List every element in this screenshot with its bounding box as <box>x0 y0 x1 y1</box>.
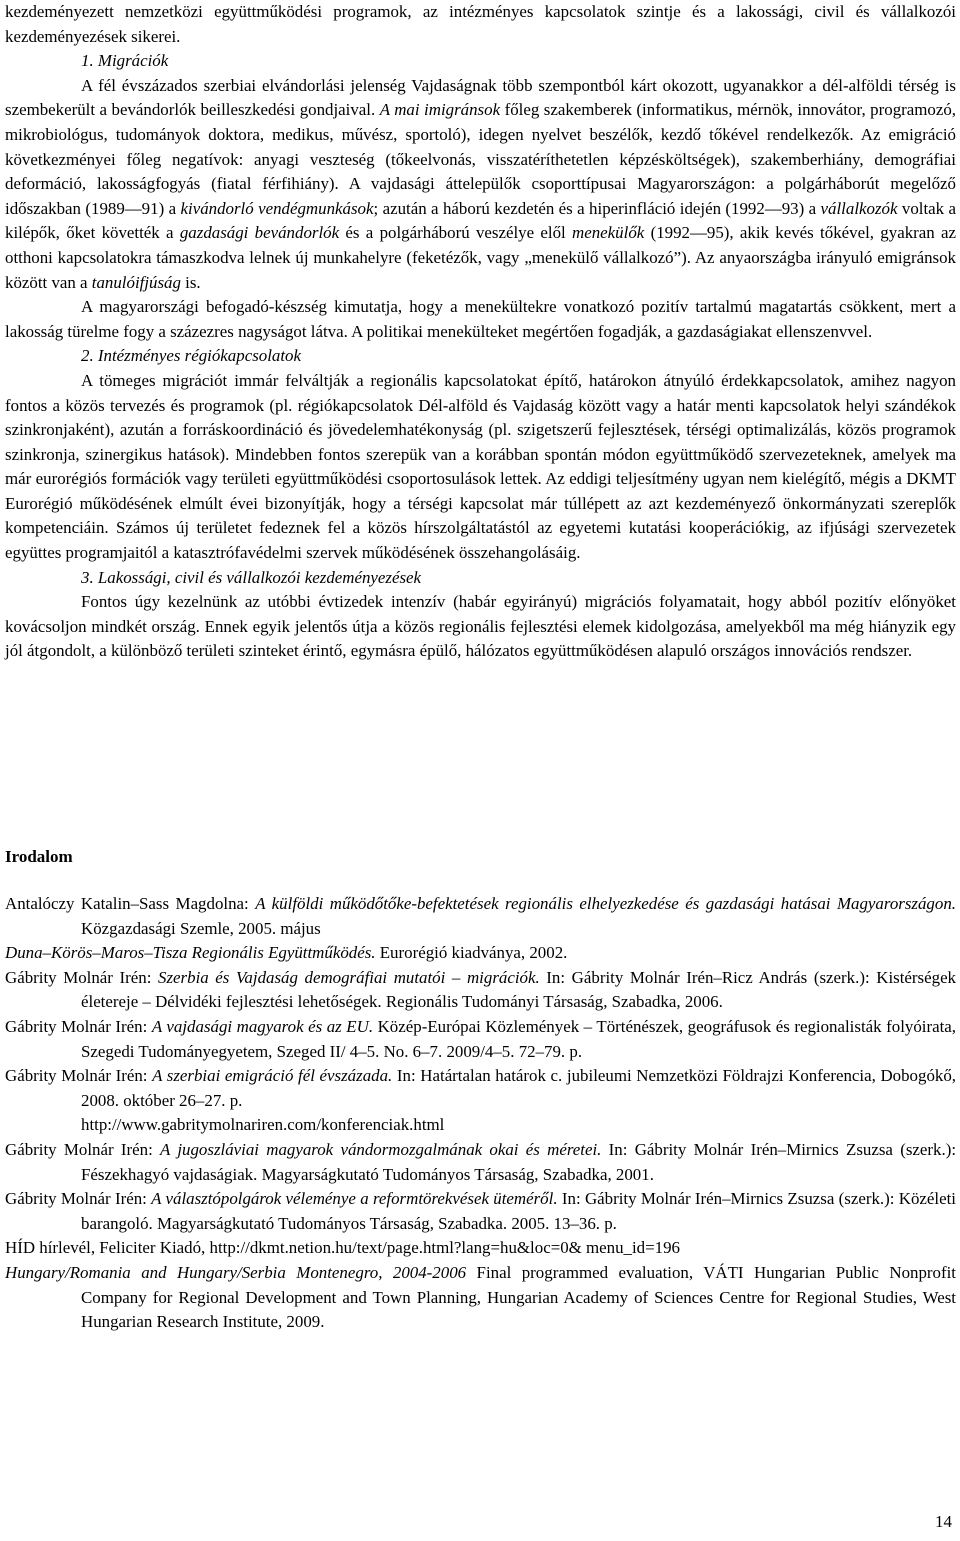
bibliography-entry: HÍD hírlevél, Feliciter Kiadó, http://dkmt.netion.hu/text/page.html?lang=hu&loc=0& menu_id=196 <box>5 1238 680 1258</box>
bibliography-entry: Hungary/Romania and Hungary/Serbia Montenegro, 2004-2006 Final programmed evaluation, VÁTI Hungarian Public Nonprofit Company for Regional Development and Town Planning, Hungarian Academy of Sciences Centre for Regional Studies, West Hungarian Research Institute, 2009. <box>5 1262 957 1332</box>
bibliography-entry: Gábrity Molnár Irén: A vajdasági magyarok és az EU. Közép-Európai Közlemények – Történészek, geográfusok és regionalisták folyóirata, Szegedi Tudományegyetem, Szeged II/ 4–5. No. 6–7. 2009/4–5. 72–79. p. <box>5 1016 957 1061</box>
bibliography-list <box>5 892 956 1335</box>
bibliography-entry: Gábrity Molnár Irén: A választópolgárok véleménye a reformtörekvések üteméről. In: Gábrity Molnár Irén–Mirnics Zsuzsa (szerk.): Közéleti barangoló. Magyarságkutató Tudományos Társaság, Szabadka. 2005. 13–36. p. <box>5 1189 956 1233</box>
section-1-paragraph-2: A magyarországi befogadó-készség kimutatja, hogy a menekültekre vonatkozó pozitív tartalmú magatartás csökkent, mert a lakosság türelme fogy a százezres nagyságot látva. A politikai menekülteket megértően fogadják, a gazdaságiakat ellenszenvvel. <box>5 297 956 341</box>
bibliography-title: Irodalom <box>5 847 73 866</box>
bibliography-url: http://www.gabritymolnariren.com/konferenciak.html <box>81 1115 445 1135</box>
page-number: 14 <box>935 1512 952 1531</box>
section-3-heading: 3. Lakossági, civil és vállalkozói kezdeményezések <box>81 567 422 587</box>
bibliography-entry: Gábrity Molnár Irén: A szerbiai emigráció fél évszázada. In: Határtalan határok c. jubileumi Nemzetközi Földrajzi Konferencia, Dobogókő, 2008. október 26–27. p. <box>5 1066 957 1110</box>
intro-continuation: kezdeményezett nemzetközi együttműködési programok, az intézményes kapcsolatok szintje és a lakossági, civil és vállalkozói kezdeményezések sikerei. <box>5 2 956 46</box>
bibliography-entry: Gábrity Molnár Irén: A jugoszláviai magyarok vándormozgalmának okai és méretei. In: Gábrity Molnár Irén–Mirnics Zsuzsa (szerk.): Fészekhagyó vajdaságiak. Magyarságkutató Tudományos Társaság, Szabadka, 2001. <box>5 1139 957 1184</box>
section-1-heading: 1. Migrációk <box>81 51 169 71</box>
section-3-paragraph-1: Fontos úgy kezelnünk az utóbbi évtizedek intenzív (habár egyirányú) migrációs folyamatait, hogy abból pozitív előnyöket kovácsoljon mindkét ország. Ennek egyik jelentős útja a közös regionális fejlesztési elemek kidolgozása, amelyekből ma még hiányzik egy jól átgondolt, a különböző területi szinteket érintő, egymásra épülő, hálózatos együttműködésen alapuló országos innovációs rendszer. <box>5 592 956 661</box>
section-1-paragraph-1: A fél évszázados szerbiai elvándorlási jelenség Vajdaságnak több szempontból kárt okozott, ugyanakkor a dél-alföldi térség is szembekerült a bevándorlók beilleszkedési gondjaival. A mai imigránsok főleg szakemberek (informatikus, mérnök, innovátor, programozó, mikrobiológus, tudományok doktora, medikus, művész, sportoló), idegen nyelvet beszélők, kezdő tőkével rendelkezők. Az emigráció következményei főleg negatívok: anyagi veszteség (tőkeelvonás, visszatéríthetetlen képzésköltségek), szakemberhiány, demográfiai deformáció, lakosságfogyás (fiatal férfihiány). A vajdasági áttelepülők csoporttípusai Magyarországon: a polgárháborút megelőző időszakban (1989—91) a kivándorló vendégmunkások; azután a háború kezdetén és a hiperinfláció idején (1992—93) a vállalkozók voltak a kilépők, őket követték a gazdasági bevándorlók és a polgárháború veszélye elől menekülők (1992—95), akik kevés tőkével, gyakran az otthoni kapcsolatokra támaszkodva lelnek új munkahelyre (feketézők, vagy „menekülő vállalkozó”). Az anyaországba irányuló emigránsok között van a tanulóifjúság is. <box>5 75 957 292</box>
section-2-paragraph-1: A tömeges migrációt immár felváltják a regionális kapcsolatokat építő, határokon átnyúló érdekkapcsolatok, amihez nagyon fontos a közös tervezés és programok (pl. régiókapcsolatok Dél-alföld és Vajdaság között vagy a határ menti kapcsolatok helyi szándékok szinkronjaként), azután a forráskoordináció és jövedelemhatékonyság (pl. szigetszerű fejlesztések, térségi optimalizálás, közös programok szinkronja, szinergikus hatások). Mindebben fontos szerepük van a korábban spontán módon együttműködő szervezeteknek, amelyek ma már eurorégiós formációk vagy területi együttműködési csoportosulások lettek. Az eddigi teljesítmény ugyan nem kielégítő, mégis a DKMT Eurorégió működésének elmúlt évei bizonyítják, hogy a térségi kapcsolat már túllépett az azt kezdeményező önkormányzati szereplők kompetenciáin. Számos új területet fedeznek fel a közös hírszolgáltatástól az egyetemi kutatási kooperációkig, az ifjúsági szervezetek együttes programjaitól a katasztrófavédelmi szervek működésének összehangolásáig. <box>5 370 956 563</box>
bibliography-entry: Duna–Körös–Maros–Tisza Regionális Együttműködés. Eurorégió kiadványa, 2002. <box>5 943 568 963</box>
section-2-heading: 2. Intézményes régiókapcsolatok <box>81 346 301 366</box>
bibliography-entry: Gábrity Molnár Irén: Szerbia és Vajdaság demográfiai mutatói – migrációk. In: Gábrity Molnár Irén–Ricz András (szerk.): Kistérségek életereje – Délvidéki fejlesztési lehetőségek. Regionális Tudományi Társaság, Szabadka, 2006. <box>5 967 957 1012</box>
bibliography-entry: Antalóczy Katalin–Sass Magdolna: A külföldi működőtőke-befektetések regionális elhelyezkedése és gazdasági hatásai Magyarországon. Közgazdasági Szemle, 2005. május <box>5 894 956 938</box>
page-content <box>5 0 957 1332</box>
